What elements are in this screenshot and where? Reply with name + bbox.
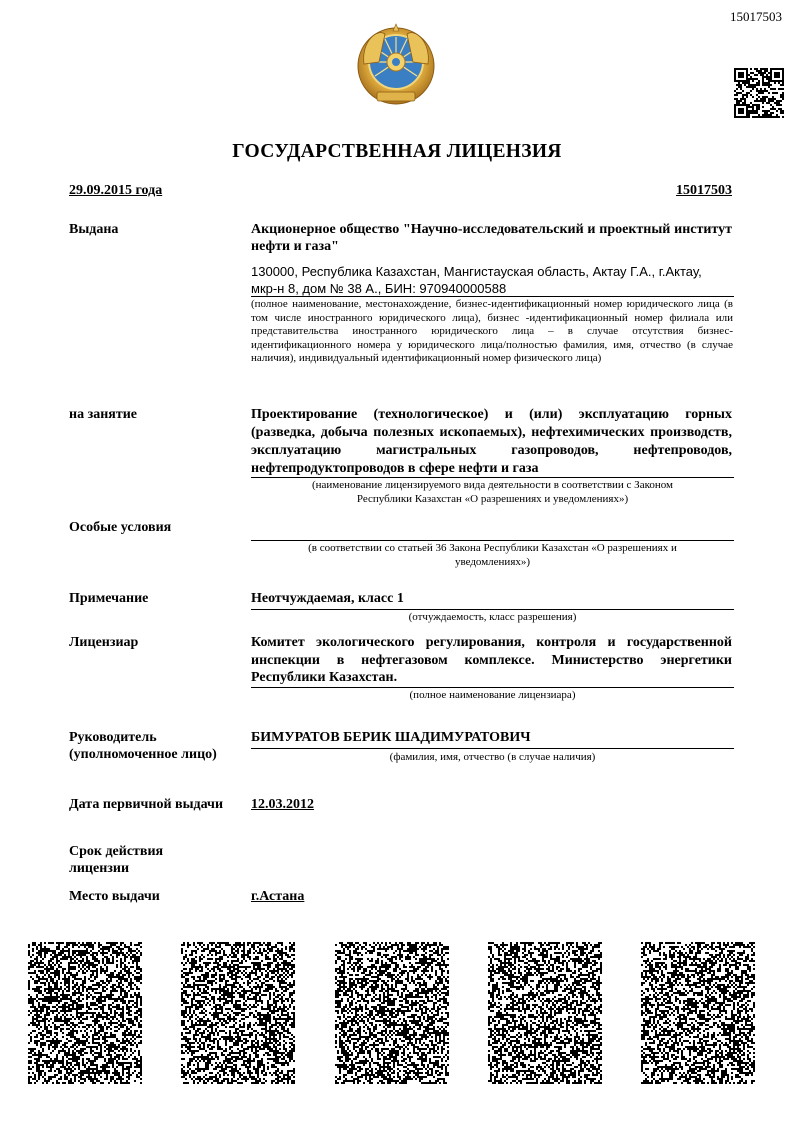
qr-code-icon — [734, 68, 784, 118]
validity-label-2: лицензии — [69, 861, 130, 876]
licensor-hint: (полное наименование лицензиара) — [409, 689, 576, 701]
data-matrix-icon — [488, 942, 602, 1084]
head-value: БИМУРАТОВ БЕРИК ШАДИМУРАТОВИЧ — [251, 730, 531, 745]
place-value: г.Астана — [251, 889, 305, 904]
license-date: 29.09.2015 года — [69, 183, 163, 198]
head-label: Руководитель — [69, 730, 157, 745]
special-conditions-label: Особые условия — [69, 520, 172, 535]
data-matrix-icon — [28, 942, 142, 1084]
note-value: Неотчуждаемая, класс 1 — [251, 591, 404, 606]
activity-hint: (наименование лицензируемого вида деятельности в соответствии с Законом Республики Казахстан «О разрешениях и уведомлениях») — [311, 479, 674, 505]
divider — [251, 687, 734, 688]
issued-to-hint: (полное наименование, местонахождение, бизнес-идентификационный номер юридического лица (в том числе иностранного юридического лица), бизнес -идентификационный номер филиала или представительства иностранного юридического лица – в случае отсутствия бизнес-идентификационного номера у юридического лица/полностью фамилия, имя, отчество (в случае наличия), индивидуальный идентификационный номер физического лица) — [251, 298, 733, 364]
divider — [251, 609, 734, 610]
data-matrix-icon — [335, 942, 449, 1084]
kazakhstan-state-emblem-icon — [355, 22, 437, 108]
licensor-label: Лицензиар — [69, 635, 139, 650]
data-matrix-icon — [181, 942, 295, 1084]
issued-to-address: 130000, Республика Казахстан, Мангистауская область, Актау Г.А., г.Актау, мкр-н 8, дом № 38 А., БИН: 970940000588 — [251, 264, 702, 296]
issued-to-label: Выдана — [69, 222, 119, 237]
place-label: Место выдачи — [69, 889, 160, 904]
licensor-value: Комитет экологического регулирования, контроля и государственной инспекции в нефтегазовом комплексе. Министерство энергетики Республики Казахстан. — [251, 635, 732, 685]
divider — [251, 540, 734, 541]
divider — [251, 296, 734, 297]
divider — [251, 477, 734, 478]
head-label-2: (уполномоченное лицо) — [69, 747, 217, 762]
issued-to-name: Акционерное общество "Научно-исследовательский и проектный институт нефти и газа" — [251, 222, 732, 254]
divider — [251, 748, 734, 749]
activity-value: Проектирование (технологическое) и (или) эксплуатацию горных (разведка, добыча полезных ископаемых), нефтехимических производств, эксплуатацию магистральных газопроводов, нефтепроводов, нефтепродуктопроводов в сфере нефти и газа — [251, 407, 732, 476]
data-matrix-icon — [641, 942, 755, 1084]
note-label: Примечание — [69, 591, 149, 606]
first-issue-label: Дата первичной выдачи — [69, 797, 224, 812]
license-number: 15017503 — [676, 183, 732, 198]
first-issue-value: 12.03.2012 — [251, 797, 314, 812]
special-conditions-hint: (в соответствии со статьей 36 Закона Республики Казахстан «О разрешениях и уведомлениях») — [308, 542, 677, 568]
page-title: ГОСУДАРСТВЕННАЯ ЛИЦЕНЗИЯ — [232, 141, 562, 162]
validity-label: Срок действия — [69, 844, 164, 859]
document-number: 15017503 — [730, 9, 782, 24]
note-hint: (отчуждаемость, класс разрешения) — [408, 611, 577, 623]
activity-label: на занятие — [69, 407, 137, 422]
head-hint: (фамилия, имя, отчество (в случае наличия) — [389, 751, 596, 763]
